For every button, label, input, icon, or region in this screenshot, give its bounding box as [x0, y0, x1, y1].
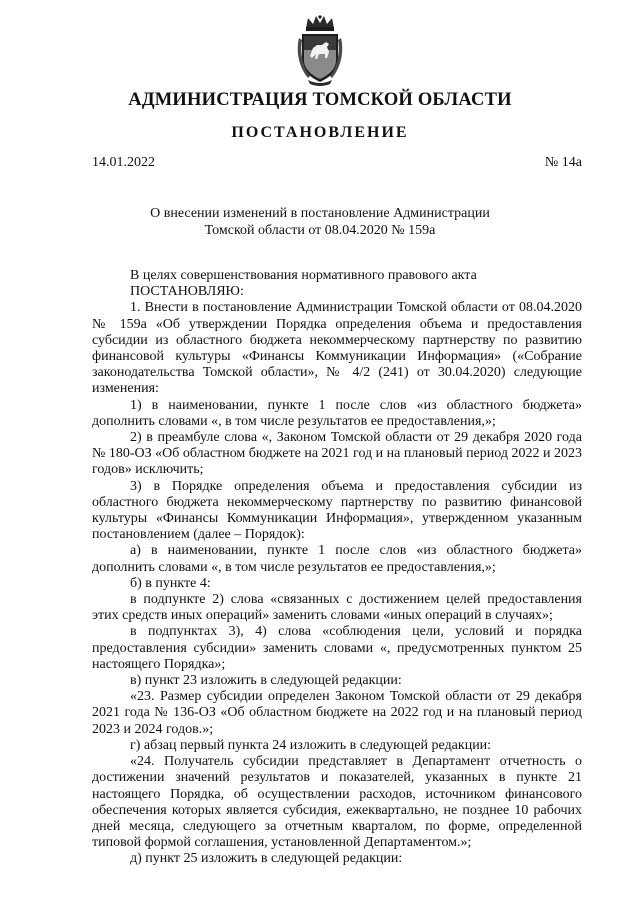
- paragraph: б) в пункте 4:: [130, 575, 211, 591]
- paragraph: 1) в наименовании, пункте 1 после слов «из областного бюджета» дополнить словами «, в том числе результатов ее предоставления,»;: [92, 397, 582, 429]
- subject-line: О внесении изменений в постановление Администрации: [150, 206, 490, 221]
- document-subject: [0, 205, 640, 239]
- paragraph: «24. Получатель субсидии представляет в Департамент отчетность о достижении значений результатов и показателей, указанных в пункте 21 настоящего Порядка, об осуществлении расходов, источником финансового обеспечения которых является субсидия, ежеквартально, не позднее 10 рабочих дней месяца, следующего за отчетным кварталом, по форме, определенной типовой формой соглашения, установленной Департаментом.»;: [92, 754, 582, 851]
- paragraph: д) пункт 25 изложить в следующей редакции:: [130, 851, 403, 867]
- tomsk-region-coat-of-arms-icon: [296, 14, 344, 86]
- document-type: ПОСТАНОВЛЕНИЕ: [231, 124, 409, 141]
- paragraph: 1. Внести в постановление Администрации Томской области от 08.04.2020 № 159а «Об утверждении Порядка определения объема и предоставления субсидии из областного бюджета некоммерческому партнерству по развитию финансовой культуры «Финансы Коммуникации Информация» («Собрание законодательства Томской области», № 4/2 (241) от 30.04.2020) следующие изменения:: [92, 300, 582, 397]
- document-number: № 14а: [544, 155, 582, 170]
- paragraph: 2) в преамбуле слова «, Законом Томской области от 29 декабря 2020 года № 180-ОЗ «Об областном бюджете на 2021 год и на плановый период 2022 и 2023 годов» исключить;: [92, 430, 582, 478]
- organization-title: АДМИНИСТРАЦИЯ ТОМСКОЙ ОБЛАСТИ: [128, 90, 512, 110]
- subject-line: Томской области от 08.04.2020 № 159а: [204, 223, 436, 238]
- document-date: 14.01.2022: [92, 155, 155, 170]
- paragraph: 3) в Порядке определения объема и предоставления субсидии из областного бюджета некоммерческому партнерству по развитию финансовой культуры «Финансы Коммуникации Информация», утвержденном указанным постановлением (далее – Порядок):: [92, 478, 582, 543]
- paragraph: в подпункте 2) слова «связанных с достижением целей предоставления этих средств иных операций» заменить словами «иных операций в случаях»;: [92, 592, 582, 624]
- paragraph: в подпунктах 3), 4) слова «соблюдения цели, условий и порядка предоставления субсидии» заменить словами «, предусмотренных пунктом 25 настоящего Порядка»;: [92, 624, 582, 672]
- document-body: [92, 268, 582, 868]
- paragraph: а) в наименовании, пункте 1 после слов «из областного бюджета» дополнить словами «, в том числе результатов ее предоставления,»;: [92, 543, 582, 575]
- paragraph: ПОСТАНОВЛЯЮ:: [130, 284, 244, 300]
- paragraph: г) абзац первый пункта 24 изложить в следующей редакции:: [130, 737, 492, 753]
- paragraph: В целях совершенствования нормативного правового акта: [130, 268, 477, 283]
- paragraph: «23. Размер субсидии определен Законом Томской области от 29 декабря 2021 года № 136-ОЗ «Об областном бюджете на 2022 год и на плановый период 2023 и 2024 годов.»;: [92, 689, 582, 737]
- paragraph: в) пункт 23 изложить в следующей редакции:: [130, 673, 402, 689]
